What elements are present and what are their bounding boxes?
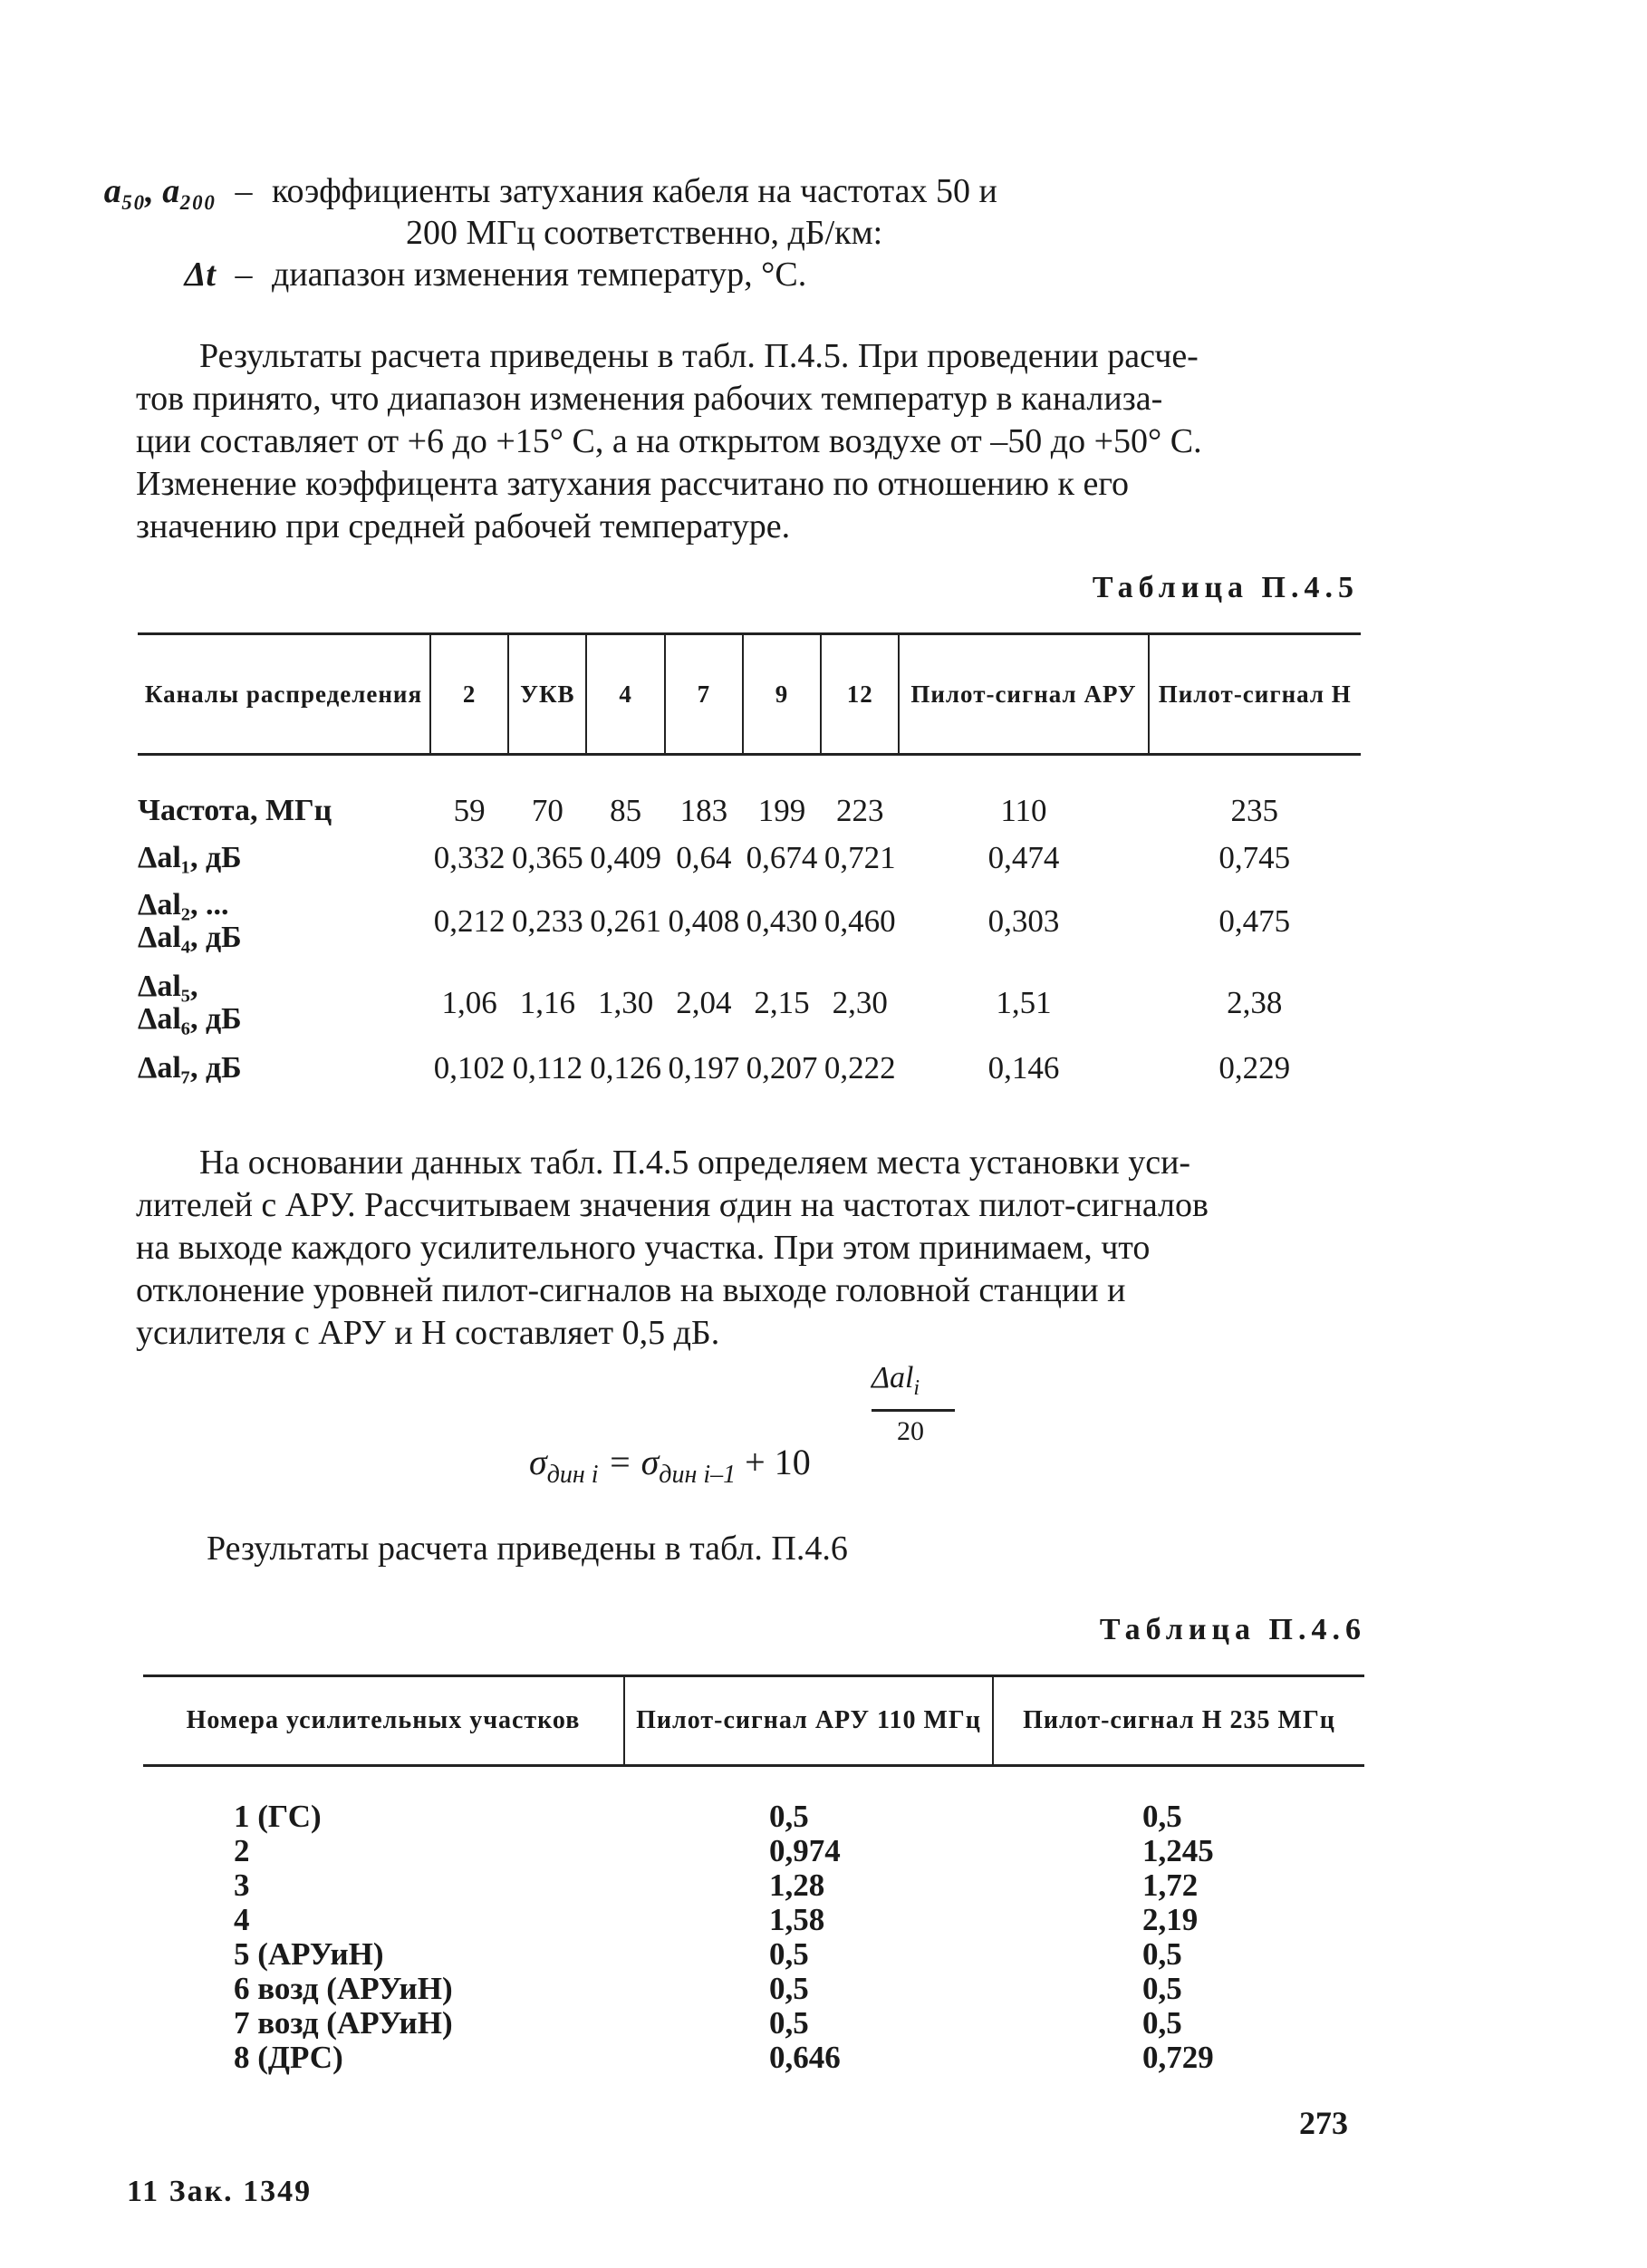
table-cell: 0,474 <box>987 840 1060 875</box>
table-cell: 0,112 <box>512 1050 583 1086</box>
definition-text: диапазон изменения температур, °С. <box>272 256 807 294</box>
table-cell: 1,72 <box>1142 1867 1199 1903</box>
table-cell: 0,646 <box>769 2040 841 2075</box>
table-cell: 0,674 <box>746 840 818 875</box>
paragraph-line: тов принято, что диапазон изменения рабочих температур в канализа- <box>136 380 1163 418</box>
row-label: Δal₂, ... Δal₄, дБ <box>138 888 242 954</box>
section-number-cell: 2 <box>234 1833 250 1868</box>
page-number: 273 <box>1299 2105 1348 2141</box>
table-cell: 0,5 <box>1142 1936 1182 1972</box>
table-cell: 0,745 <box>1218 840 1291 875</box>
table-cell: 0,475 <box>1218 903 1291 939</box>
table-cell: 199 <box>757 793 806 828</box>
table-cell: 235 <box>1230 793 1278 828</box>
pilot-signal-table <box>143 1674 1364 2075</box>
paragraph-line: ции составляет от +6 до +15° С, а на открытом воздухе от –50 до +50° С. <box>136 422 1202 460</box>
table-header-cell: УКВ <box>508 634 586 755</box>
paragraph-line: усилителя с АРУ и Н составляет 0,5 дБ. <box>136 1314 720 1352</box>
table-cell: 1,245 <box>1142 1833 1214 1868</box>
table-cell: 0,409 <box>590 840 661 875</box>
paragraph-line: Результаты расчета приведены в табл. П.4.5. При проведении расче- <box>199 337 1199 375</box>
table-row <box>143 1800 1364 1834</box>
definition-row-attenuation <box>0 170 997 212</box>
table-cell: 0,5 <box>769 1971 809 2006</box>
table-header-cell: Номера усилительных участков <box>143 1676 624 1766</box>
table-header-cell: Пилот-сигнал АРУ <box>899 634 1148 755</box>
row-label: Δal₇, дБ <box>138 1051 242 1085</box>
table-cell: 0,207 <box>746 1050 818 1086</box>
paragraph-line: значению при средней рабочей температуре. <box>136 507 791 545</box>
table-cell: 0,5 <box>769 1936 809 1972</box>
table-cell: 223 <box>836 793 884 828</box>
formula-main: $\sigma_{дин i} = \sigma_{дин i-1} + 10$ <box>529 1442 811 1489</box>
table-header-cell: Пилот-сигнал Н <box>1149 634 1361 755</box>
table-cell: 0,460 <box>824 903 896 939</box>
table-row <box>143 1834 1364 1868</box>
paragraph-line: лителей с АРУ. Рассчитываем значения σдин на частотах пилот-сигналов <box>136 1186 1209 1224</box>
table-cell: 0,721 <box>824 840 896 875</box>
table-header-cell: 2 <box>430 634 508 755</box>
table-cell: 1,28 <box>769 1867 825 1903</box>
paragraph-line: Изменение коэффицента затухания рассчитано по отношению к его <box>136 465 1129 503</box>
table-cell: 85 <box>610 793 642 828</box>
attenuation-table <box>138 632 1361 1092</box>
table-cell: 1,58 <box>769 1902 825 1937</box>
table-row <box>138 882 1361 961</box>
table-header-cell: 12 <box>821 634 899 755</box>
table-header-cell: 7 <box>665 634 743 755</box>
table-cell: 0,146 <box>987 1050 1060 1086</box>
paragraph-determination <box>136 1142 1359 1355</box>
paragraph-results-table2: Результаты расчета приведены в табл. П.4.6 <box>207 1530 848 1568</box>
table-row <box>143 1937 1364 1972</box>
paragraph-line: отклонение уровней пилот-сигналов на выходе головной станции и <box>136 1271 1126 1309</box>
section-number-cell: 6 возд (АРУиН) <box>234 1971 453 2006</box>
table-cell: 2,15 <box>754 985 810 1020</box>
table-cell: 0,261 <box>590 903 661 939</box>
definition-row-continuation <box>406 212 882 254</box>
table-cell: 2,19 <box>1142 1902 1199 1937</box>
definition-symbol: a₅₀, a₂₀₀ <box>103 172 216 210</box>
table-header-row <box>143 1676 1364 1766</box>
table-row <box>143 1972 1364 2006</box>
table-cell: 0,5 <box>1142 1799 1182 1834</box>
table-cell: 2,04 <box>676 985 732 1020</box>
section-number-cell: 5 (АРУиН) <box>234 1936 384 1972</box>
table-cell: 0,408 <box>668 903 740 939</box>
table-row <box>143 1868 1364 1903</box>
print-order-footer: 11 Зак. 1349 <box>127 2175 313 2208</box>
table-cell: 2,30 <box>832 985 888 1020</box>
table-cell: 0,222 <box>824 1050 896 1086</box>
table-row <box>143 2041 1364 2075</box>
table-cell: 0,5 <box>1142 1971 1182 2006</box>
section-number-cell: 4 <box>234 1902 250 1937</box>
table-row <box>138 835 1361 882</box>
table-row <box>138 1045 1361 1092</box>
definition-symbol: Δt <box>184 256 216 294</box>
row-label: Частота, МГц <box>138 794 332 827</box>
definition-text: коэффициенты затухания кабеля на частотах 50 и <box>272 172 997 210</box>
section-number-cell: 8 (ДРС) <box>234 2040 343 2075</box>
table-cell: 1,30 <box>597 985 654 1020</box>
table-cell: 0,332 <box>433 840 506 875</box>
table-header-row <box>138 634 1361 755</box>
table-cell: 0,365 <box>511 840 583 875</box>
formula-fraction-line <box>872 1409 955 1412</box>
table2-caption: Таблица П.4.6 <box>1099 1613 1366 1646</box>
table-header-cell: Каналы распределения <box>138 634 430 755</box>
table-cell: 59 <box>453 793 486 828</box>
section-number-cell: 1 (ГС) <box>234 1799 322 1834</box>
table-header-cell: Пилот-сигнал АРУ 110 МГц <box>624 1676 993 1766</box>
table-cell: 0,974 <box>769 1833 841 1868</box>
table-body <box>138 755 1361 1093</box>
table-cell: 0,5 <box>769 2005 809 2041</box>
table-cell: 0,5 <box>769 1799 809 1834</box>
section-number-cell: 7 возд (АРУиН) <box>234 2005 453 2041</box>
table-header-cell: 9 <box>743 634 821 755</box>
table-cell: 0,233 <box>511 903 583 939</box>
table-header-cell: 4 <box>586 634 664 755</box>
table-cell: 0,212 <box>433 903 506 939</box>
paragraph-line: На основании данных табл. П.4.5 определяем места установки уси- <box>199 1144 1191 1182</box>
table-row <box>143 1903 1364 1937</box>
table-cell: 1,06 <box>441 985 497 1020</box>
table-cell: 0,430 <box>746 903 818 939</box>
table-cell: 0,729 <box>1142 2040 1214 2075</box>
table-row <box>138 787 1361 835</box>
paragraph-line: на выходе каждого усилительного участка. При этом принимаем, что <box>136 1229 1151 1267</box>
table-cell: 70 <box>531 793 563 828</box>
table-cell: 0,197 <box>668 1050 740 1086</box>
formula-denominator: 20 <box>897 1416 924 1446</box>
definition-row-temperature <box>0 254 806 295</box>
table-cell: 0,5 <box>1142 2005 1182 2041</box>
paragraph-results-intro <box>136 335 1359 548</box>
table-cell: 1,51 <box>996 985 1052 1020</box>
section-number-cell: 3 <box>234 1867 250 1903</box>
table-row <box>143 2006 1364 2041</box>
definition-dash: – <box>235 256 253 294</box>
table-cell: 1,16 <box>519 985 575 1020</box>
table-row <box>138 961 1361 1045</box>
table-cell: 2,38 <box>1227 985 1283 1020</box>
table-cell: 110 <box>1000 793 1047 828</box>
row-label: Δal₁, дБ <box>138 841 242 874</box>
definition-dash: – <box>235 172 253 210</box>
definition-text-continuation: 200 МГц соответственно, дБ/км: <box>406 214 883 252</box>
formula-numerator: Δal$_i$ <box>872 1361 920 1400</box>
table-body <box>143 1766 1364 2076</box>
table-cell: 0,229 <box>1218 1050 1291 1086</box>
row-label: Δal₅, Δal₆, дБ <box>138 970 242 1036</box>
table1-caption: Таблица П.4.5 <box>1092 571 1359 604</box>
table-cell: 0,64 <box>676 840 732 875</box>
table-cell: 0,303 <box>987 903 1060 939</box>
table-header-cell: Пилот-сигнал Н 235 МГц <box>993 1676 1364 1766</box>
table-cell: 183 <box>679 793 728 828</box>
table-cell: 0,102 <box>433 1050 506 1086</box>
table-cell: 0,126 <box>590 1050 661 1086</box>
